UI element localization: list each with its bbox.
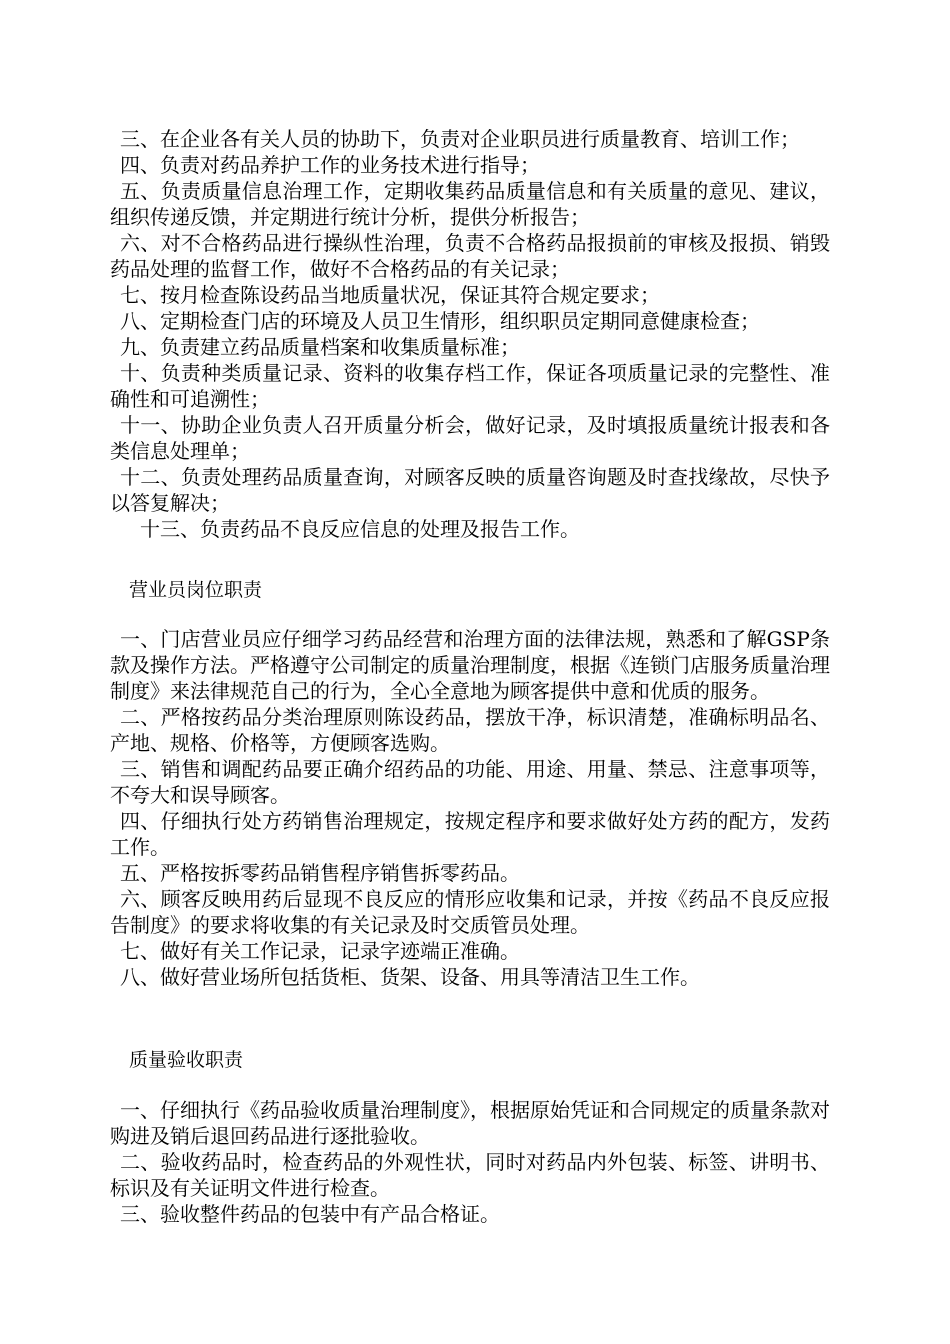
paragraph: 六、顾客反映用药后显现不良反应的情形应收集和记录，并按《药品不良反应报告制度》的要求将收集的有关记录及时交质管员处理。 xyxy=(110,887,830,937)
acceptance-duties-section xyxy=(110,1097,830,1227)
section-heading-sales-staff: 营业员岗位职责 xyxy=(129,579,263,601)
paragraph: 七、做好有关工作记录，记录字迹端正准确。 xyxy=(120,939,520,963)
paragraph: 八、定期检查门店的环境及人员卫生情形，组织职员定期同意健康检查； xyxy=(120,309,760,333)
paragraph: 十一、协助企业负责人召开质量分析会，做好记录，及时填报质量统计报表和各类信息处理单； xyxy=(110,413,830,463)
paragraph: 二、验收药品时，检查药品的外观性状，同时对药品内外包装、标签、讲明书、标识及有关证明文件进行检查。 xyxy=(110,1150,830,1200)
paragraph: 五、负责质量信息治理工作，定期收集药品质量信息和有关质量的意见、建议，组织传递反馈，并定期进行统计分析，提供分析报告； xyxy=(110,179,830,229)
paragraph: 四、仔细执行处方药销售治理规定，按规定程序和要求做好处方药的配方，发药工作。 xyxy=(110,809,830,859)
paragraph: 八、做好营业场所包括货柜、货架、设备、用具等清洁卫生工作。 xyxy=(120,965,700,989)
paragraph: 十三、负责药品不良反应信息的处理及报告工作。 xyxy=(140,517,580,541)
paragraph: 五、严格按拆零药品销售程序销售拆零药品。 xyxy=(120,861,520,885)
paragraph: 一、门店营业员应仔细学习药品经营和治理方面的法律法规，熟悉和了解GSP条款及操作方法。严格遵守公司制定的质量治理制度，根据《连锁门店服务质量治理制度》来法律规范自己的行为，全心全意地为顾客提供中意和优质的服务。 xyxy=(110,627,830,703)
paragraph: 十、负责种类质量记录、资料的收集存档工作，保证各项质量记录的完整性、准确性和可追溯性； xyxy=(110,361,830,411)
paragraph: 一、仔细执行《药品验收质量治理制度》，根据原始凭证和合同规定的质量条款对购进及销后退回药品进行逐批验收。 xyxy=(110,1098,830,1148)
section-heading-acceptance: 质量验收职责 xyxy=(129,1049,244,1071)
paragraph: 四、负责对药品养护工作的业务技术进行指导； xyxy=(120,153,540,177)
section-heading-wrapper xyxy=(110,577,830,603)
sales-staff-duties-section xyxy=(110,626,830,990)
quality-duties-section xyxy=(110,126,830,542)
paragraph: 十二、负责处理药品质量查询，对顾客反映的质量咨询题及时查找缘故，尽快予以答复解决； xyxy=(110,465,830,515)
section-heading-wrapper xyxy=(110,1047,830,1073)
paragraph: 九、负责建立药品质量档案和收集质量标准； xyxy=(120,335,520,359)
paragraph: 六、对不合格药品进行操纵性治理，负责不合格药品报损前的审核及报损、销毁药品处理的监督工作，做好不合格药品的有关记录； xyxy=(110,231,830,281)
paragraph: 三、验收整件药品的包装中有产品合格证。 xyxy=(120,1202,500,1226)
paragraph: 七、按月检查陈设药品当地质量状况，保证其符合规定要求； xyxy=(120,283,660,307)
paragraph: 三、在企业各有关人员的协助下，负责对企业职员进行质量教育、培训工作； xyxy=(120,127,800,151)
paragraph: 三、销售和调配药品要正确介绍药品的功能、用途、用量、禁忌、注意事项等，不夸大和误导顾客。 xyxy=(110,757,830,807)
paragraph: 二、严格按药品分类治理原则陈设药品，摆放干净，标识清楚，准确标明品名、产地、规格、价格等，方便顾客选购。 xyxy=(110,705,830,755)
